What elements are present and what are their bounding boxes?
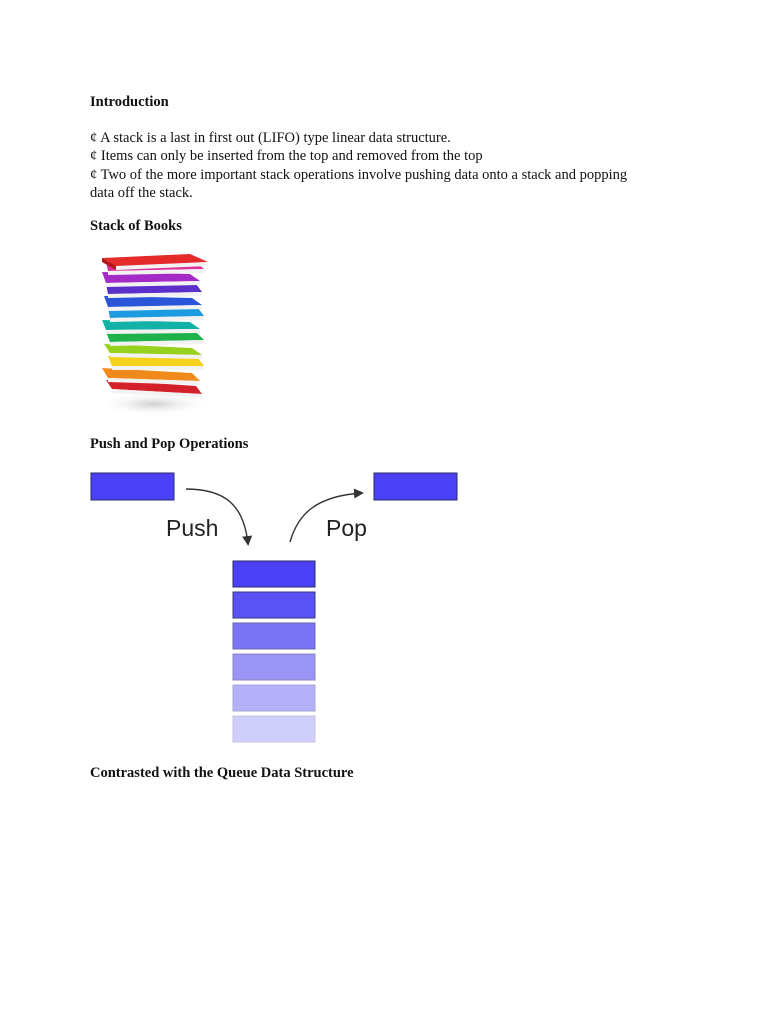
stack-item	[233, 623, 315, 649]
push-label: Push	[166, 515, 219, 541]
stack-item	[233, 592, 315, 618]
books-heading: Stack of Books	[90, 218, 182, 234]
book-green	[106, 332, 204, 346]
stack-item	[233, 654, 315, 680]
intro-bullet-3: ¢ Two of the more important stack operations involve pushing data onto a stack and popping	[90, 166, 628, 183]
queue-heading: Contrasted with the Queue Data Structure	[90, 765, 354, 781]
intro-heading: Introduction	[90, 94, 169, 110]
stack-item	[233, 685, 315, 711]
book-blue	[104, 296, 202, 311]
pop-label: Pop	[326, 515, 367, 541]
ops-heading: Push and Pop Operations	[90, 436, 249, 452]
intro-bullet-3-continuation: data off the stack.	[90, 184, 193, 201]
stack-of-books-image	[92, 252, 216, 422]
book-lime	[104, 344, 202, 359]
push-item	[91, 473, 174, 500]
pop-item	[374, 473, 457, 500]
push-pop-diagram	[86, 464, 476, 754]
intro-list	[90, 129, 680, 202]
stack	[233, 561, 315, 742]
stack-item	[233, 561, 315, 587]
intro-bullet-2: ¢ Items can only be inserted from the top and removed from the top	[90, 148, 483, 165]
book-teal	[102, 320, 200, 334]
intro-bullet-1: ¢ A stack is a last in first out (LIFO) type linear data structure.	[90, 130, 451, 146]
stack-item	[233, 716, 315, 742]
